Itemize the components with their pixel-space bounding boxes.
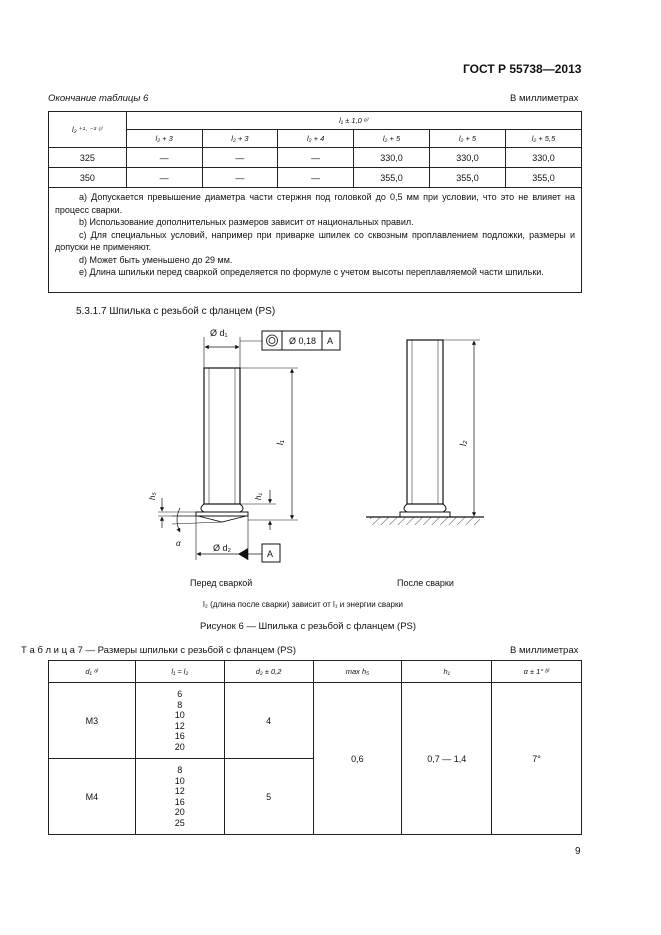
table7-header: d₂ ± 0,2 (224, 661, 313, 683)
table-cell: 7° (492, 683, 582, 835)
table-cell: 0,7 — 1,4 (402, 683, 492, 835)
d1-label: Ø d₁ (210, 328, 228, 338)
length-value: 25 (174, 817, 185, 828)
l1-label: l₁ (275, 440, 285, 445)
length-value: 16 (174, 796, 185, 807)
table-row (49, 168, 582, 188)
table7-header: d₁ ᵃ⁾ (49, 661, 136, 683)
length-value: 12 (174, 786, 185, 796)
length-value: 20 (174, 807, 185, 817)
page-number: 9 (575, 846, 581, 857)
table-cell: M3 (49, 683, 136, 759)
table-cell: — (202, 168, 278, 188)
table-cell: 5 (224, 759, 313, 835)
base-hatch (370, 517, 480, 525)
length-value: 16 (174, 731, 185, 741)
table-cell: 330,0 (505, 148, 581, 168)
h5-label: h₅ (148, 492, 157, 500)
caption-before-welding: Перед сваркой (190, 578, 253, 588)
length-value: 10 (174, 775, 185, 786)
table-cell: 330,0 (430, 148, 506, 168)
table-cell: — (126, 168, 202, 188)
table6-subheader: l₂ + 5 (354, 130, 430, 148)
table-row (49, 148, 582, 168)
stud-body-before (204, 368, 240, 504)
d2-label: Ø d₂ (213, 543, 231, 553)
tolerance-value: Ø 0,18 (289, 336, 317, 346)
alpha-reference-line (172, 522, 222, 524)
table6-row-header: l₂ ⁺¹· ⁻² ᶜ⁾ (49, 112, 127, 148)
note-a: a) Допускается превышение диаметра части стержня под головкой до 0,5 мм при условии, что это не влияет на процесс сварки. (55, 192, 575, 215)
stud-neck-after (404, 504, 446, 512)
table-cell: 4 (224, 683, 313, 759)
alpha-arc (177, 508, 180, 532)
length-list (135, 759, 224, 835)
length-value: 8 (177, 765, 183, 775)
table6-subheader: l₂ + 4 (278, 130, 354, 148)
table7-header: l₁ ≈ l₂ (135, 661, 224, 683)
datum-label: A (267, 549, 274, 559)
flange-after (400, 512, 450, 517)
length-list (135, 683, 224, 759)
note-d: d) Может быть уменьшено до 29 мм. (79, 254, 233, 265)
length-value: 8 (177, 699, 183, 710)
l2-label: l₂ (458, 440, 468, 446)
table7-header: h₁ (402, 661, 492, 683)
table-cell: 355,0 (505, 168, 581, 188)
h1-label: h₁ (254, 493, 263, 500)
weld-tip (198, 516, 246, 522)
table7-title: Т а б л и ц а 7 — Размеры шпильки с резьбой с фланцем (PS) (21, 645, 297, 656)
table6-group-header: l₁ ± 1,0 ᵉ⁾ (126, 112, 581, 130)
alpha-label: α (176, 539, 181, 548)
table7-header: α ± 1° ᵇ⁾ (492, 661, 582, 683)
table-cell: 355,0 (430, 168, 506, 188)
table6-subheader: l₂ + 3 (126, 130, 202, 148)
table6-units: В миллиметрах (510, 93, 579, 104)
concentricity-symbol-outer (267, 335, 278, 346)
table-cell: 350 (49, 168, 127, 188)
table6-subheader: l₂ + 5 (430, 130, 506, 148)
figure-footnote: l₂ (длина после сварки) зависит от l₁ и энергии сварки (203, 600, 403, 609)
datum-triangle (238, 548, 248, 560)
table7 (48, 660, 582, 835)
table-continuation-label: Окончание таблицы 6 (48, 93, 149, 104)
table6-subheader: l₂ + 3 (202, 130, 278, 148)
concentricity-symbol-inner (269, 338, 275, 344)
table-cell: — (278, 148, 354, 168)
table-cell: M4 (49, 759, 136, 835)
document-id: ГОСТ Р 55738—2013 (463, 62, 582, 76)
note-c: c) Для специальных условий, например при приварке шпилек со сквозным проплавлением подложки, размеры и допуски не применяют. (55, 229, 575, 252)
stud-neck-before (201, 504, 243, 512)
section-title: 5.3.1.7 Шпилька с резьбой с фланцем (PS) (76, 306, 276, 317)
tolerance-datum: A (327, 336, 334, 346)
table-cell: — (278, 168, 354, 188)
note-b: b) Использование дополнительных размеров зависит от национальных правил. (79, 217, 414, 227)
table6-subheader: l₂ + 5,5 (505, 130, 581, 148)
length-value: 20 (174, 741, 185, 752)
table-cell: 355,0 (354, 168, 430, 188)
table-row (49, 683, 582, 759)
flange-before (196, 512, 248, 516)
table7-units: В миллиметрах (510, 645, 579, 656)
caption-after-welding: После сварки (397, 578, 454, 588)
length-value: 10 (174, 710, 185, 720)
figure-6-drawing (0, 320, 661, 580)
table-cell: 330,0 (354, 148, 430, 168)
table-cell: — (202, 148, 278, 168)
table6-notes (48, 187, 582, 293)
table7-header: max h₅ (313, 661, 402, 683)
note-e: e) Длина шпильки перед сваркой определяется по формуле с учетом высоты переплавляемой части шпильки. (79, 267, 544, 277)
table-cell: — (126, 148, 202, 168)
length-value: 12 (174, 720, 185, 731)
figure-caption: Рисунок 6 — Шпилька с резьбой с фланцем (PS) (200, 621, 417, 632)
length-value: 6 (177, 689, 183, 699)
stud-body-after (407, 340, 443, 504)
table6 (48, 111, 582, 188)
table-cell: 325 (49, 148, 127, 168)
table-cell: 0,6 (313, 683, 402, 835)
